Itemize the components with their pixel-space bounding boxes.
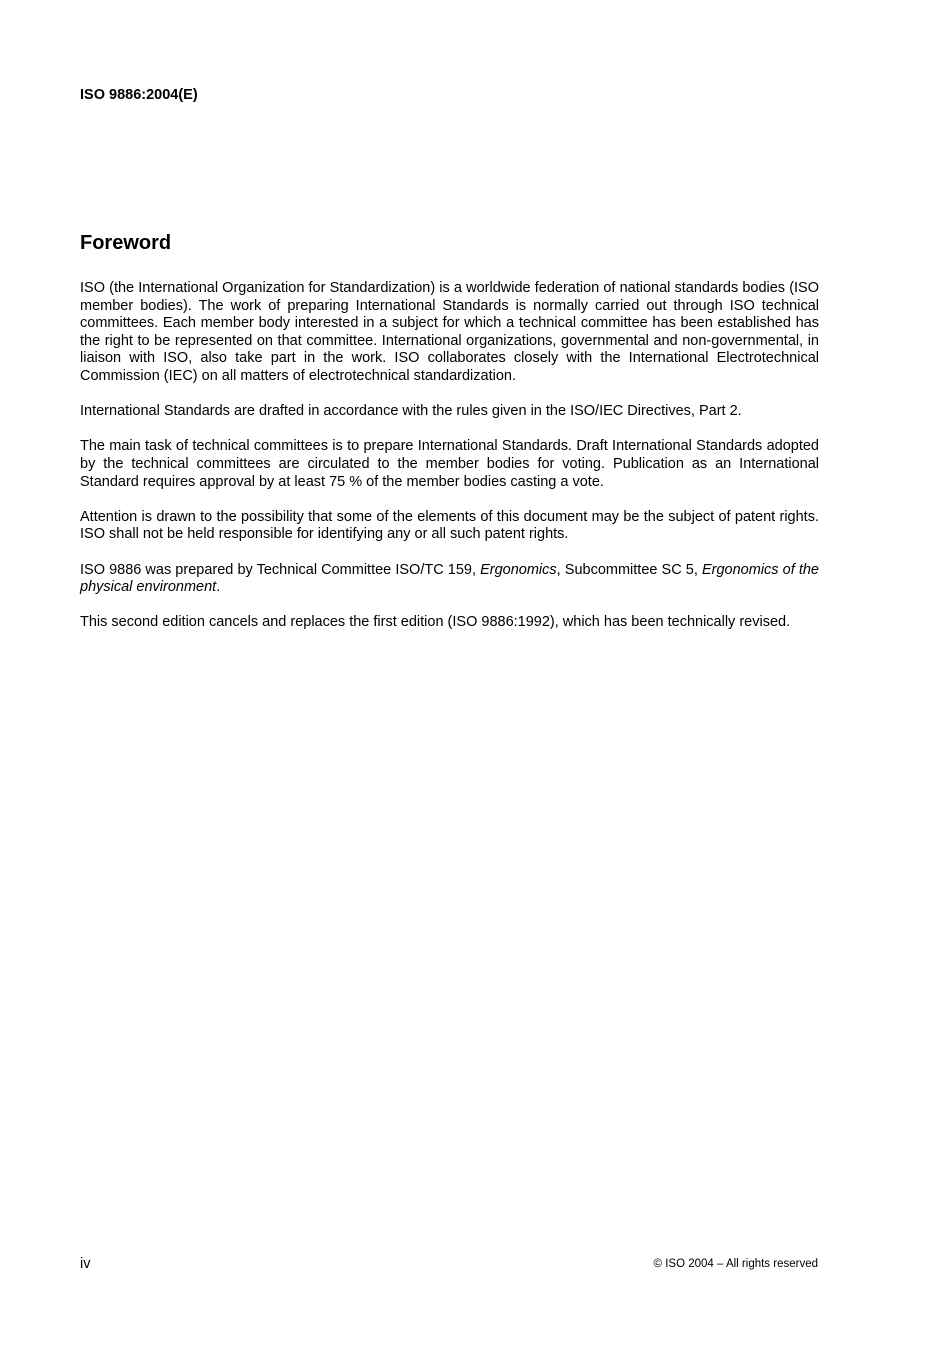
paragraph-iso-overview: ISO (the International Organization for Standardization) is a worldwide federation of national standards bodies (ISO member bodies). The work of preparing International Standards is normally carried out through ISO technical committees. Each member body interested in a subject for which a technical committee has been established has the right to be represented on that committee. International organizations, governmental and non-governmental, in liaison with ISO, also take part in the work. ISO collaborates closely with the International Electrotechnical Commission (IEC) on all matters of electrotechnical standardization. <box>80 280 819 384</box>
paragraph-patent-rights: Attention is drawn to the possibility that some of the elements of this document may be the subject of patent rights. ISO shall not be held responsible for identifying any or all such patent rights. <box>80 508 819 543</box>
document-identifier: ISO 9886:2004(E) <box>80 87 198 103</box>
preparation-committee-name: Ergonomics <box>480 561 557 578</box>
preparation-text-1: ISO 9886 was prepared by Technical Committee ISO/TC 159, <box>80 561 481 578</box>
paragraph-preparation <box>80 562 819 597</box>
preparation-subcommittee-name: Ergonomics of the physical environment <box>80 561 819 596</box>
preparation-text-3: . <box>216 579 221 596</box>
preparation-text-2: , Subcommittee SC 5, <box>556 561 702 578</box>
page-title: Foreword <box>80 232 172 254</box>
paragraph-edition: This second edition cancels and replaces the first edition (ISO 9886:1992), which has been technically revised. <box>80 614 791 631</box>
page-number: iv <box>80 1256 91 1272</box>
copyright-notice: © ISO 2004 – All rights reserved <box>653 1258 818 1270</box>
paragraph-directives: International Standards are drafted in accordance with the rules given in the ISO/IEC Directives, Part 2. <box>80 403 742 420</box>
foreword-body <box>80 280 819 649</box>
paragraph-committee-task: The main task of technical committees is to prepare International Standards. Draft International Standards adopted by the technical committees are circulated to the member bodies for voting. Publication as an International Standard requires approval by at least 75 % of the member bodies casting a vote. <box>80 438 819 490</box>
